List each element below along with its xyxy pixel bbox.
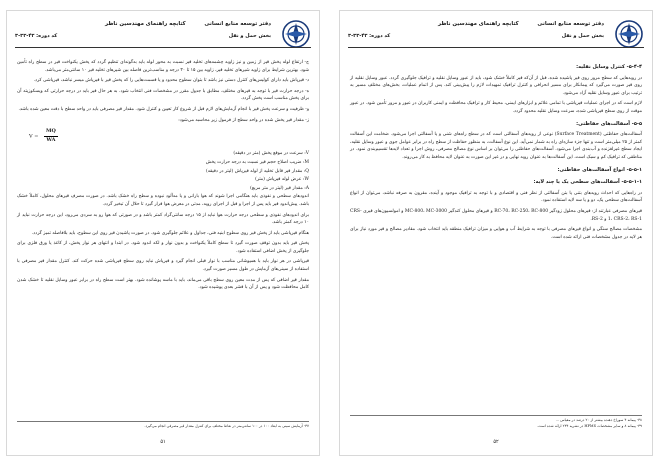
section-heading: ۵-۵- آسفالت‌های حفاظتی:: [576, 120, 642, 127]
paragraph: ج- ارتفاع لوله پخش قیر از زمین و نیز زاویه چشمه‌های تخلیه قیر نسبت به محور لوله باید به‌گونه‌ای تنظیم گردد که پخش یکنواخت قیر در سطح راه تأمین شود. بهترین شرایط برای زاویه شیرهای تخلیه قیر، زاویه بین ۱۵ تا ۳۰ درجه و مناسب‌ترین فاصله بین شیرهای تخلیه قیر ۱۰ سانتی‌متر می‌باشد.: [17, 60, 309, 73]
page-body: [350, 59, 642, 244]
section-heading: ۵-۵-۱- انواع آسفالت‌های حفاظتی:: [557, 166, 642, 173]
page-number: ۵۲: [493, 439, 499, 445]
header-section: بخش حمل و نقل: [561, 33, 604, 39]
document-page-right: [339, 10, 653, 456]
formula: [29, 128, 309, 144]
variable-item: A: مقدار قیر (لیتر در متر مربع): [250, 185, 309, 191]
paragraph: مشخصات مصالح سنگی و انواع قیرهای مصرفی با توجه به شرایط آب و هوایی و میزان ترافیک منطقه باید انتخاب شود. مقادیر مصالح و قیر مورد نیاز برای هر لایه در جدول مشخصات فنی ارائه شده است.: [350, 227, 642, 240]
document-page-left: [6, 10, 320, 456]
formula-variables: [17, 150, 309, 192]
paragraph: در رویه‌هایی که سطح مرور روی قیر پاشیده شده، قبل از آن‌که قیر کاملاً خشک شود، باید از عبور وسایل نقلیه و ترافیک جلوگیری گردد. عبور وسایل نقلیه از روی قیر صورت می‌گیرد که پیمانکار برای مسیر انحرافی و کنترل ترافیک تمهیدات لازم را پیش‌بینی کند. پس از اتمام عملیات، بخش‌های مختلف مسیر به ترتیب برای عبور وسایل نقلیه آزاد می‌شود.: [350, 75, 642, 96]
footnote: ۳۹- پیمانه ۸ و سایر مشخصات HPMS در نشریه ۲۳۴ ارائه شده است.: [537, 423, 642, 428]
header-org: دفتر توسعه منابع انسانی: [204, 21, 271, 27]
page-header: [348, 17, 644, 55]
header-rule: [348, 47, 644, 48]
variable-item: V: سرعت در موقع پخش (متر در دقیقه): [233, 151, 309, 157]
footnote: ۳۸- پیمانه ۴ سوراخ دهنده بیشتر از ۲۰ درصد در مقیاس ...: [555, 418, 642, 423]
variable-item: Q: مقدار قیر قابل تخلیه از لوله قیرپاش (لیتر در دقیقه): [205, 168, 309, 174]
variable-item: W: عرض لوله قیرپاش (متر): [255, 177, 309, 183]
formula-numerator: MQ: [44, 128, 58, 137]
paragraph: قیرپاشی در هر نوار باید با همپوشانی مناسب با نوار قبلی انجام گیرد و قیرپاش نباید روی سطح قیرپاشی شده حرکت کند. کنترل مقدار قیر مصرفی با استفاده از سینی‌های آزمایش در طول مسیر صورت گیرد.: [17, 259, 309, 273]
formula-fraction: [44, 128, 58, 144]
paragraph: مقدار قیر اضافی که پس از مدت معین روی سطح باقی می‌ماند، باید با ماسه پوشانده شود. بهتر است سطح راه در برابر عبور وسایل نقلیه تا خشک شدن کامل محافظت شود و پس از آن با قشر بعدی پوشیده شود.: [17, 277, 309, 291]
formula-lhs: V =: [29, 133, 39, 140]
paragraph: و- ظرفیت و سرعت پخش قیر با انجام آزمایش‌های لازم قبل از شروع کار تعیین و کنترل شود. مقدار قیر مصرفی باید در واحد سطح با دقت معین شده باشد.: [18, 106, 309, 112]
header-rule: [15, 47, 311, 48]
header-section: بخش حمل و نقل: [228, 33, 271, 39]
header-org: دفتر توسعه منابع انسانی: [537, 21, 604, 27]
header-code: کد دوره: ۴۳-۳۳-۳: [15, 33, 58, 39]
paragraph: در راه‌هایی که احداث رویه‌های بتنی یا بتن آسفالتی از نظر فنی و اقتصادی و با توجه به ترافیک موجود و آینده، مقرون به صرفه نباشد، می‌توان از انواع آسفالت‌های سطحی یک، دو و یا سه لایه استفاده نمود.: [350, 190, 642, 204]
paragraph: اندودهای سطحی و نفوذی باید هنگامی اجرا شوند که هوا بارانی و یا مه‌آلود نبوده و سطح راه خشک باشد. در صورت مصرف قیرهای محلول، کاملاً خشک باشد. پیش‌اندود قیر باید پس از اجرا و قبل از اجرای رویه، مدتی در معرض هوا قرار گیرد تا حلال آن تبخیر گردد.: [17, 194, 309, 207]
paragraph: پخش قیر باید بدون توقف صورت گیرد تا سطح کاملاً یکنواخت و بدون نوار و لکه اندود شود. در ابتدا و انتهای هر نوار پخش، از کاغذ یا ورق فلزی برای جلوگیری از پخش اضافی استفاده شود.: [17, 241, 309, 254]
footnote: ۳۷- آزمایش سینی به ابعاد ۱۰۰ در ۱۰۰ سانتی‌متر در نقاط مختلف برای کنترل مقدار قیر مصرفی انجام می‌گیرد.: [17, 421, 309, 429]
paragraph: لازم است که در اجرای عملیات قیرپاشی با تمامی علائم و ابزارهای ایمنی، محیط کار و ترافیک محافظت و ایمنی کاربران در عبور و مرور تأمین شود. در عبور موقت از روی سطح قیرپاشی شده، سرعت وسایل نقلیه محدود گردد.: [350, 101, 642, 114]
paragraph: هنگام قیرپاشی باید از پخش قیر روی سطوح ابنیه فنی، جداول و علائم جلوگیری شود. در صورت پاشیدن قیر روی این سطوح، باید بلافاصله تمیز گردد.: [31, 230, 309, 236]
header-code: کد دوره: ۴۳-۳۳-۳: [348, 33, 391, 39]
header-book: کتابچه راهنمای مهندسین ناظر: [438, 21, 519, 27]
paragraph: ز- مقدار قیر پخش شده در واحد سطح از فرمول زیر محاسبه می‌شود:: [178, 117, 309, 123]
page-header: [15, 17, 311, 55]
page-body: [17, 59, 309, 295]
paragraph: قیرهای مصرفی عبارتند از: قیرهای محلول زودگیر RC-70، RC-250، RC-800 و قیرهای محلول کندگیر MC-800، MC-3000 و امولسیون‌های قیری CRS-1، CRS-2، RS-1 و RS-2.: [350, 208, 642, 222]
paragraph: د- قیرپاش باید دارای کولیس‌های کنترل دستی نیز باشد تا بتوان سطوح محدود و یا قسمت‌هایی را که پخش قیر با قیرپاش میسر نباشد، قیرپاشی کرد.: [33, 78, 309, 84]
section-heading: ۵-۴-۴- کنترل وسایل نقلیه:: [576, 64, 642, 70]
logo-icon: [614, 19, 644, 49]
logo-icon: [281, 19, 311, 49]
header-book: کتابچه راهنمای مهندسین ناظر: [105, 21, 186, 27]
variable-item: M: ضریب اصلاح حجم قیر نسبت به درجه حرارت پخش: [205, 159, 309, 165]
footnotes: [350, 415, 642, 429]
page-number: ۵۱: [160, 439, 166, 445]
paragraph: برای اندودهای نفوذی و سطحی درجه حرارت هوا نباید از ۱۵ درجه سانتی‌گراد کمتر باشد و در صورتی که هوا رو به سردی می‌رود، این درجه حرارت نباید از ۱۰ درجه کمتر باشد.: [17, 212, 309, 226]
subsection-heading: ۵-۵-۱-۱- آسفالت‌های سطحی یک یا چند لایه:: [533, 179, 642, 186]
paragraph: آسفالت‌های حفاظتی (Surface Treatment) نوعی از رویه‌های آسفالتی است که در سطح راه‌های شنی و یا آسفالتی اجرا می‌شود. ضخامت این آسفالت کمتر از ۲۵ میلی‌متر است و تنها جزء سازه‌ای راه به شمار نمی‌آید. این نوع آسفالت، به منظور حفاظت از سطح راه در برابر عوامل جوی و عبور وسایل نقلیه، ایجاد سطح غیرلغزنده و آب‌بندی اجرا می‌شود. آسفالت‌های حفاظتی را می‌توان بر اساس نوع مصالح مصرفی، روش اجرا و تعداد لایه‌ها تقسیم‌بندی نمود. در مناطقی که ترافیک کم و سبک است، این آسفالت‌ها به عنوان رویه نهایی و در غیر این صورت به عنوان لایه محافظ به کار می‌روند.: [350, 132, 642, 160]
formula-denominator: WA: [46, 136, 56, 143]
paragraph: ه- درجه حرارت قیر با توجه به قیرهای مختلف، مطابق با جدول مقرر در مشخصات فنی انتخاب شود. به هر حال قیر باید در درجه حرارتی که ویسکوزیته آن برای پخش مناسب است پخش گردد.: [17, 88, 309, 102]
